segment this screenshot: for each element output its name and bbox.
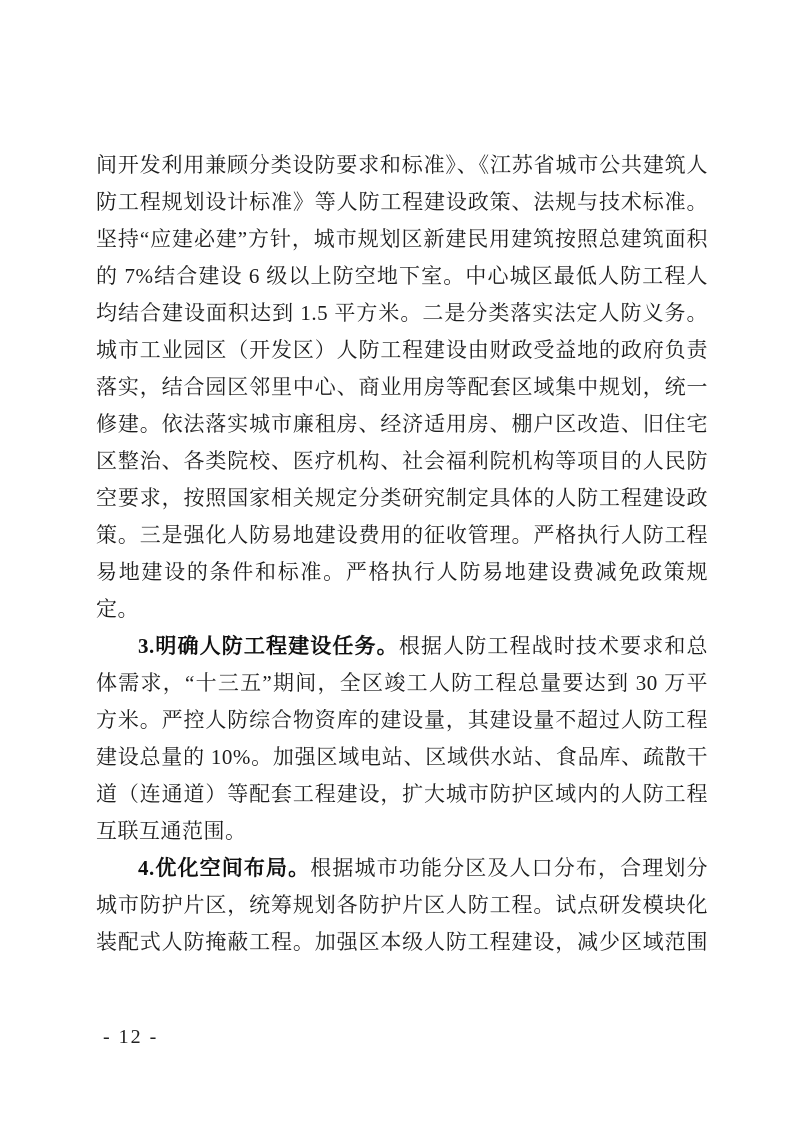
text-line <box>96 702 708 739</box>
text-run: 修建。依法落实城市廉租房、经济适用房、棚户区改造、旧住宅 <box>96 412 708 436</box>
text-line <box>96 924 708 961</box>
text-line <box>96 517 708 554</box>
text-run: 定。 <box>96 597 139 621</box>
text-line <box>96 295 708 332</box>
text-run: 策。三是强化人防易地建设费用的征收管理。严格执行人防工程 <box>96 523 708 547</box>
text-run: 均结合建设面积达到 1.5 平方米。二是分类落实法定人防义务。 <box>96 301 708 325</box>
text-line <box>96 221 708 258</box>
text-line <box>96 554 708 591</box>
text-line <box>96 591 708 628</box>
text-line <box>96 147 708 184</box>
text-line <box>96 665 708 702</box>
text-line <box>96 776 708 813</box>
text-line <box>96 443 708 480</box>
text-line <box>96 258 708 295</box>
paragraph-heading: 4.优化空间布局。 <box>138 856 311 880</box>
text-line <box>96 406 708 443</box>
text-run: 落实，结合园区邻里中心、商业用房等配套区域集中规划，统一 <box>96 375 708 399</box>
text-run: 建设总量的 10%。加强区域电站、区域供水站、食品库、疏散干 <box>96 745 708 769</box>
text-run: 城市防护片区，统筹规划各防护片区人防工程。试点研发模块化 <box>96 893 708 917</box>
text-run: 城市工业园区（开发区）人防工程建设由财政受益地的政府负责 <box>96 338 708 362</box>
text-run: 空要求，按照国家相关规定分类研究制定具体的人防工程建设政 <box>96 486 708 510</box>
text-line <box>96 887 708 924</box>
text-run: 坚持“应建必建”方针，城市规划区新建民用建筑按照总建筑面积 <box>96 227 708 251</box>
text-run: 方米。严控人防综合物资库的建设量，其建设量不超过人防工程 <box>96 708 708 732</box>
text-run: 根据城市功能分区及人口分布，合理划分 <box>310 856 708 880</box>
text-line <box>96 369 708 406</box>
text-run: 区整治、各类院校、医疗机构、社会福利院机构等项目的人民防 <box>96 449 708 473</box>
page-number: - 12 - <box>103 1026 159 1048</box>
text-line <box>96 850 708 887</box>
text-line <box>96 813 708 850</box>
text-run: 互联互通范围。 <box>96 819 247 843</box>
text-run: 体需求，“十三五”期间，全区竣工人防工程总量要达到 30 万平 <box>96 671 708 695</box>
paragraph-heading: 3.明确人防工程建设任务。 <box>138 634 399 658</box>
text-run: 装配式人防掩蔽工程。加强区本级人防工程建设，减少区域范围 <box>96 930 708 954</box>
text-run: 防工程规划设计标准》等人防工程建设政策、法规与技术标准。 <box>96 190 708 214</box>
text-line <box>96 184 708 221</box>
text-run: 的 7%结合建设 6 级以上防空地下室。中心城区最低人防工程人 <box>96 264 708 288</box>
text-line <box>96 332 708 369</box>
text-line <box>96 480 708 517</box>
text-run: 间开发利用兼顾分类设防要求和标准》、《江苏省城市公共建筑人 <box>96 153 708 177</box>
body-text <box>96 147 708 961</box>
text-run: 道（连通道）等配套工程建设，扩大城市防护区域内的人防工程 <box>96 782 708 806</box>
text-run: 根据人防工程战时技术要求和总 <box>398 634 708 658</box>
text-line <box>96 739 708 776</box>
text-run: 易地建设的条件和标准。严格执行人防易地建设费减免政策规 <box>96 560 708 584</box>
text-line <box>96 628 708 665</box>
